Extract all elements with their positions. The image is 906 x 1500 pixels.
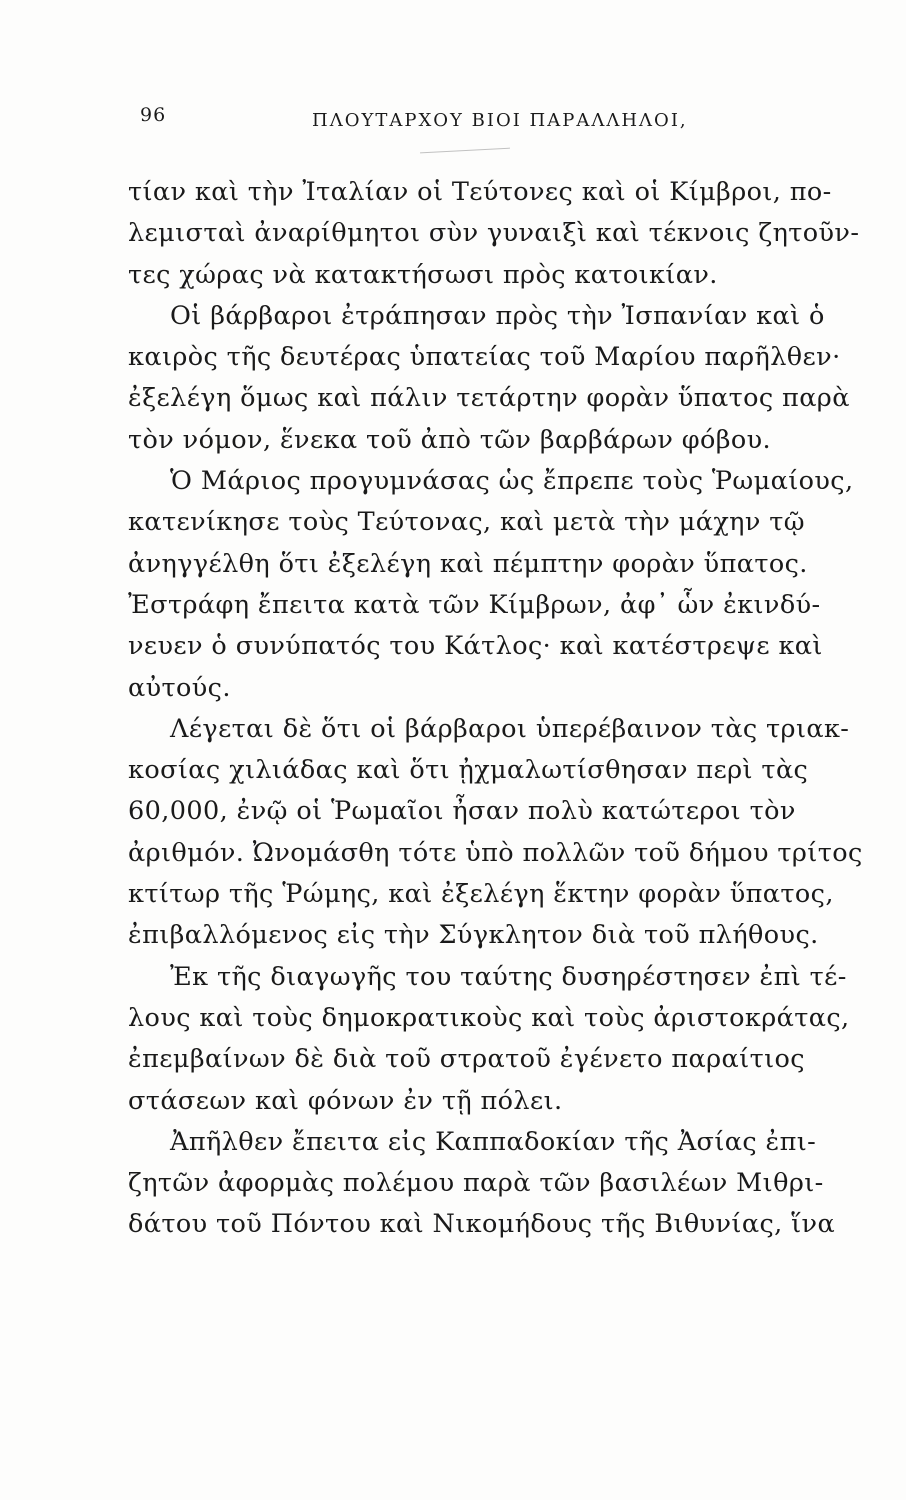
text-line: αὐτούς. (128, 672, 231, 703)
text-line: τὸν νόμον, ἕνεκα τοῦ ἀπὸ τῶν βαρβάρων φόβου. (128, 424, 772, 455)
text-line: λεμισταὶ ἀναρίθμητοι σὺν γυναιξὶ καὶ τέκνοις ζητοῦν- (128, 218, 860, 249)
text-line: τίαν καὶ τὴν Ἰταλίαν οἱ Τεύτονες καὶ οἱ Κίμβροι, πο- (128, 177, 832, 207)
text-line: ἐπιβαλλόμενος εἰς τὴν Σύγκλητον διὰ τοῦ πλήθους. (128, 920, 819, 951)
text-line: ἐξελέγη ὅμως καὶ πάλιν τετάρτην φορὰν ὕπατος παρὰ (128, 383, 850, 414)
text-line: νευεν ὁ συνύπατός του Κάτλος· καὶ κατέστρεψε καὶ (128, 631, 823, 662)
text-line: ἐπεμβαίνων δὲ διὰ τοῦ στρατοῦ ἐγένετο παραίτιος (128, 1044, 805, 1075)
header-rule (420, 148, 510, 154)
text-line: Ἐστράφη ἔπειτα κατὰ τῶν Κίμβρων, ἀφ᾽ ὧν ἐκινδύ- (128, 589, 821, 620)
text-line: λους καὶ τοὺς δημοκρατικοὺς καὶ τοὺς ἀριστοκράτας, (128, 1002, 850, 1033)
text-line: ἀριθμόν. Ὠνομάσθη τότε ὑπὸ πολλῶν τοῦ δήμου τρίτος (128, 837, 863, 868)
text-line: καιρὸς τῆς δευτέρας ὑπατείας τοῦ Μαρίου παρῆλθεν· (128, 342, 841, 373)
text-line: κατενίκησε τοὺς Τεύτονας, καὶ μετὰ τὴν μάχην τῷ (128, 507, 805, 538)
text-line: Οἱ βάρβαροι ἐτράπησαν πρὸς τὴν Ἰσπανίαν καὶ ὁ (170, 300, 825, 331)
text-line: κτίτωρ τῆς Ῥώμης, καὶ ἐξελέγη ἕκτην φορὰν ὕπατος, (128, 879, 834, 910)
body-text (128, 172, 880, 1246)
running-title: ΠΛΟΥΤΑΡΧΟΥ ΒΙΟΙ ΠΑΡΑΛΛΗΛΟΙ, (312, 110, 688, 131)
text-line: ζητῶν ἀφορμὰς πολέμου παρὰ τῶν βασιλέων Μιθρι- (128, 1168, 824, 1199)
text-line: Λέγεται δὲ ὅτι οἱ βάρβαροι ὑπερέβαινον τὰς τριακ- (170, 713, 850, 744)
running-head (140, 100, 780, 140)
text-line: Ὁ Μάριος προγυμνάσας ὡς ἔπρεπε τοὺς Ῥωμαίους, (170, 466, 854, 497)
text-line: στάσεων καὶ φόνων ἐν τῇ πόλει. (128, 1085, 563, 1116)
text-line: δάτου τοῦ Πόντου καὶ Νικομήδους τῆς Βιθυνίας, ἵνα (128, 1209, 836, 1240)
text-line: Ἐκ τῆς διαγωγῆς του ταύτης δυσηρέστησεν ἐπὶ τέ- (170, 961, 847, 992)
text-line: Ἀπῆλθεν ἔπειτα εἰς Καππαδοκίαν τῆς Ἀσίας ἐπι- (170, 1126, 817, 1157)
page-number: 96 (140, 104, 167, 126)
text-line: ἀνηγγέλθη ὅτι ἐξελέγη καὶ πέμπτην φορὰν ὕπατος. (128, 548, 808, 579)
text-line: τες χώρας νὰ κατακτήσωσι πρὸς κατοικίαν. (128, 259, 718, 290)
text-line: κοσίας χιλιάδας καὶ ὅτι ᾐχμαλωτίσθησαν περὶ τὰς (128, 755, 809, 786)
text-line: 60,000, ἐνῷ οἱ Ῥωμαῖοι ἦσαν πολὺ κατώτεροι τὸν (128, 796, 796, 827)
